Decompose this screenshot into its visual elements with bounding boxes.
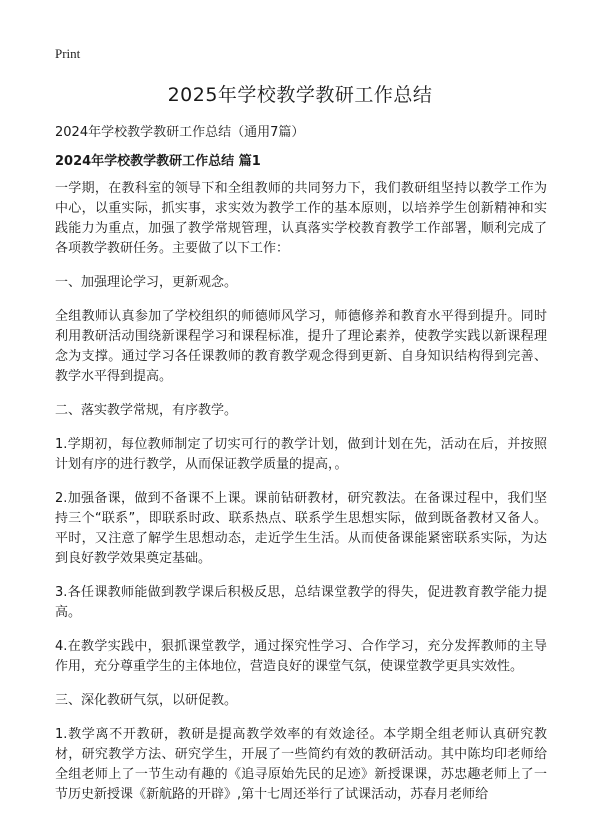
document-title: 2025年学校教学教研工作总结 [167,84,433,106]
paragraph-routine-1: 1.学期初，每位教师制定了切实可行的教学计划，做到计划在先，活动在后，并按照计划有序的进行教学，从而保证教学质量的提高，。 [55,437,547,472]
paragraph-routine-2: 2.加强备课，做到不备课不上课。课前钻研教材，研究教法。在备课过程中，我们坚持三个“联系”，即联系时政、联系热点、联系学生思想实际，做到既备教材又备人。平时，又注意了解学生思想动态，走近学生生活。从而使备课能紧密联系实际，为达到良好教学效果奠定基础。 [55,491,547,566]
document-body [55,179,547,819]
print-link[interactable]: Print [55,46,81,61]
section-title: 2024年学校教学教研工作总结 篇1 [55,154,261,169]
paragraph-theory-study: 全组教师认真参加了学校组织的师德师风学习，师德修养和教育水平得到提升。同时利用教研活动围绕新课程学习和课程标准，提升了理论素养，使教学实践以新课程理念为支撑。通过学习各任课教师的教育教学观念得到更新、自身知识结构得到完善、教学水平得到提高。 [55,309,547,384]
heading-teaching-research: 三、深化教研气氛，以研促教。 [55,693,238,708]
paragraph-research-1: 1.教学离不开教研，教研是提高教学效率的有效途径。本学期全组老师认真研究教材，研究教学方法、研究学生，开展了一些简约有效的教研活动。其中陈均印老师给全组老师上了一节生动有趣的《追寻原始先民的足迹》新授课课，苏忠趣老师上了一节历史新授课《新航路的开辟》,第十七周还举行了试课活动，苏春月老师给 [55,727,547,802]
intro-paragraph: 一学期，在教科室的领导下和全组教师的共同努力下，我们教研组坚持以教学工作为中心，以重实际，抓实事，求实效为教学工作的基本原则，以培养学生创新精神和实践能力为重点，加强了教学常规管理，认真落实学校教育教学工作部署，顺利完成了各项教学教研任务。主要做了以下工作： [55,181,547,256]
paragraph-routine-3: 3.各任课教师能做到教学课后积极反思，总结课堂教学的得失，促进教育教学能力提高。 [55,585,547,620]
document-subtitle: 2024年学校教学教研工作总结（通用7篇） [55,125,305,140]
heading-teaching-routine: 二、落实教学常规，有序教学。 [55,403,238,418]
heading-theory-study: 一、加强理论学习，更新观念。 [55,275,238,290]
paragraph-routine-4: 4.在教学实践中，狠抓课堂教学，通过探究性学习、合作学习，充分发挥教师的主导作用，充分尊重学生的主体地位，营造良好的课堂气氛，使课堂教学更具实效性。 [55,639,547,674]
